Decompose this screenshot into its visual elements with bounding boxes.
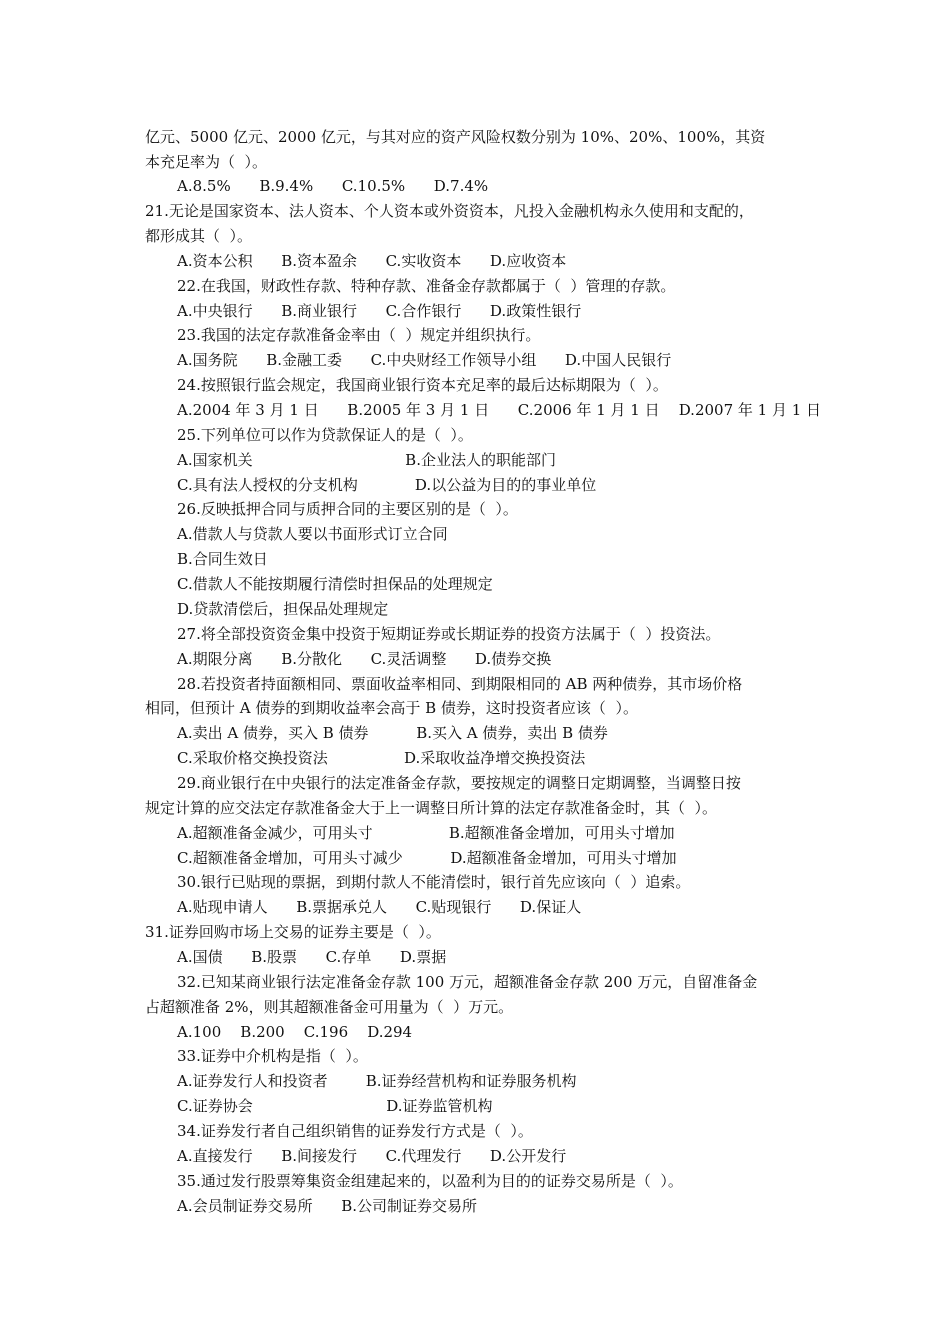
text-line: 30.银行已贴现的票据，到期付款人不能清偿时，银行首先应该向（ ）追索。 [177,873,691,891]
text-line: A.国务院 B.金融工委 C.中央财经工作领导小组 D.中国人民银行 [177,351,672,369]
text-line: A.会员制证券交易所 B.公司制证券交易所 [177,1197,478,1215]
text-line: 相同，但预计 A 债券的到期收益率会高于 B 债券，这时投资者应该（ ）。 [145,699,638,717]
text-line: 本充足率为（ ）。 [145,153,268,171]
text-line: A.资本公积 B.资本盈余 C.实收资本 D.应收资本 [177,252,567,270]
text-line: A.借款人与贷款人要以书面形式订立合同 [177,525,448,543]
text-line: B.合同生效日 [177,550,268,568]
text-line: 28.若投资者持面额相同、票面收益率相同、到期限相同的 AB 两种债券，其市场价格 [177,675,743,693]
text-line: A.贴现申请人 B.票据承兑人 C.贴现银行 D.保证人 [177,898,582,916]
text-line: 占超额准备 2%，则其超额准备金可用量为（ ）万元。 [145,998,514,1016]
text-line: 22.在我国，财政性存款、特种存款、准备金存款都属于（ ）管理的存款。 [177,277,676,295]
text-line: A.卖出 A 债券，买入 B 债券 B.买入 A 债券，卖出 B 债券 [177,724,608,742]
text-line: 33.证券中介机构是指（ ）。 [177,1047,368,1065]
text-line: 34.证券发行者自己组织销售的证券发行方式是（ ）。 [177,1122,533,1140]
text-line: 亿元、5000 亿元、2000 亿元，与其对应的资产风险权数分别为 10%、20%、100%，其资 [145,128,766,146]
text-line: 35.通过发行股票筹集资金组建起来的，以盈利为目的的证券交易所是（ ）。 [177,1172,683,1190]
text-line: A.国家机关 B.企业法人的职能部门 [177,451,556,469]
text-line: A.期限分离 B.分散化 C.灵活调整 D.债券交换 [177,650,552,668]
text-line: C.超额准备金增加，可用头寸减少 D.超额准备金增加，可用头寸增加 [177,849,677,867]
text-line: C.具有法人授权的分支机构 D.以公益为目的的事业单位 [177,476,597,494]
text-line: D.贷款清偿后，担保品处理规定 [177,600,389,618]
text-line: 24.按照银行监会规定，我国商业银行资本充足率的最后达标期限为（ ）。 [177,376,668,394]
text-line: 29.商业银行在中央银行的法定准备金存款，要按规定的调整日定期调整，当调整日按 [177,774,741,792]
text-line: 26.反映抵押合同与质押合同的主要区别的是（ ）。 [177,500,518,518]
text-line: C.采取价格交换投资法 D.采取收益净增交换投资法 [177,749,586,767]
text-line: A.国债 B.股票 C.存单 D.票据 [177,948,447,966]
text-line: A.2004 年 3 月 1 日 B.2005 年 3 月 1 日 C.2006 年 1 月 1 日 D.2007 年 1 月 1 日 [177,401,822,419]
text-line: 32.已知某商业银行法定准备金存款 100 万元，超额准备金存款 200 万元，自留准备金 [177,973,758,991]
text-line: A.超额准备金减少，可用头寸 B.超额准备金增加，可用头寸增加 [177,824,675,842]
text-line: 23.我国的法定存款准备金率由（ ）规定并组织执行。 [177,326,541,344]
text-line: A.直接发行 B.间接发行 C.代理发行 D.公开发行 [177,1147,567,1165]
text-line: C.证券协会 D.证券监管机构 [177,1097,493,1115]
text-line: C.借款人不能按期履行清偿时担保品的处理规定 [177,575,493,593]
text-line: A.100 B.200 C.196 D.294 [177,1023,413,1041]
text-line: 都形成其（ ）。 [145,227,253,245]
text-line: 21.无论是国家资本、法人资本、个人资本或外资资本，凡投入金融机构永久使用和支配的， [145,202,754,220]
text-line: A.证券发行人和投资者 B.证券经营机构和证券服务机构 [177,1072,577,1090]
text-line: 31.证券回购市场上交易的证券主要是（ ）。 [145,923,441,941]
text-line: 25.下列单位可以作为贷款保证人的是（ ）。 [177,426,473,444]
text-line: A.8.5% B.9.4% C.10.5% D.7.4% [177,177,489,195]
text-line: 27.将全部投资资金集中投资于短期证券或长期证券的投资方法属于（ ）投资法。 [177,625,721,643]
text-line: A.中央银行 B.商业银行 C.合作银行 D.政策性银行 [177,302,582,320]
text-line: 规定计算的应交法定存款准备金大于上一调整日所计算的法定存款准备金时，其（ ）。 [145,799,718,817]
